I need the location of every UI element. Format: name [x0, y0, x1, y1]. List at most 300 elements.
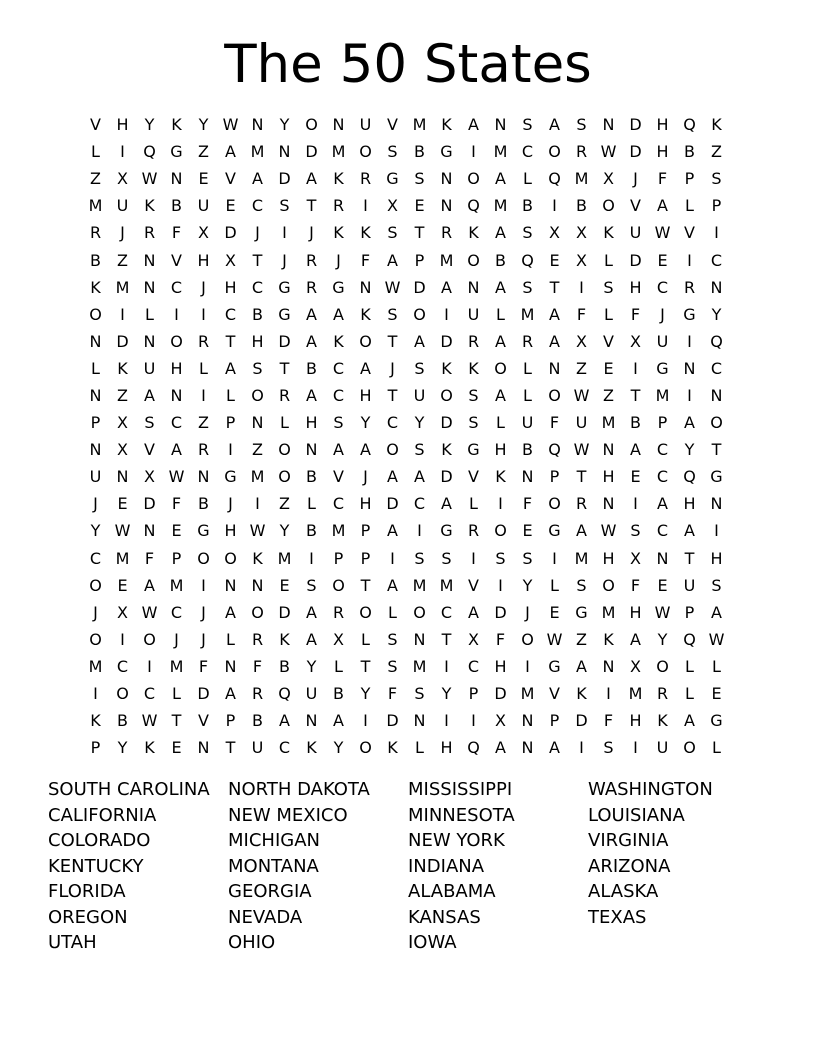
grid-letter: X: [576, 250, 587, 270]
grid-letter: J: [174, 629, 179, 649]
grid-letter: P: [360, 548, 371, 568]
grid-letter: L: [496, 304, 505, 324]
grid-letter: J: [525, 602, 530, 622]
grid-letter: H: [197, 250, 210, 270]
grid-letter: A: [306, 169, 317, 189]
grid-letter: X: [225, 250, 236, 270]
word-list-item: SOUTH CAROLINA: [48, 779, 210, 800]
grid-letter: G: [548, 521, 561, 541]
grid-letter: O: [548, 142, 561, 162]
grid-letter: F: [630, 575, 641, 595]
grid-letter: U: [359, 115, 372, 135]
grid-letter: Y: [144, 115, 155, 135]
grid-letter: A: [495, 277, 506, 297]
grid-letter: Y: [414, 413, 425, 433]
grid-letter: M: [601, 413, 616, 433]
grid-letter: V: [630, 196, 641, 216]
grid-letter: N: [251, 115, 264, 135]
grid-letter: V: [387, 115, 398, 135]
word-list-item: MICHIGAN: [228, 830, 320, 851]
grid-letter: B: [522, 196, 533, 216]
word-list-item: KANSAS: [408, 906, 481, 928]
grid-letter: B: [252, 711, 263, 731]
grid-letter: S: [387, 304, 398, 324]
grid-letter: T: [630, 385, 641, 405]
grid-letter: I: [363, 711, 368, 731]
grid-letter: N: [224, 656, 237, 676]
grid-letter: O: [89, 575, 102, 595]
grid-letter: C: [143, 684, 156, 704]
grid-letter: O: [467, 250, 480, 270]
grid-letter: N: [494, 115, 507, 135]
grid-letter: P: [657, 413, 668, 433]
grid-letter: A: [387, 467, 398, 487]
grid-letter: I: [471, 142, 476, 162]
grid-letter: V: [171, 250, 182, 270]
grid-letter: T: [711, 440, 722, 460]
grid-letter: K: [279, 629, 290, 649]
grid-letter: Z: [576, 358, 587, 378]
grid-letter: M: [250, 142, 265, 162]
grid-letter: T: [252, 250, 263, 270]
grid-letter: S: [387, 223, 398, 243]
grid-letter: A: [495, 738, 506, 758]
grid-letter: F: [171, 494, 182, 514]
grid-letter: M: [493, 142, 508, 162]
grid-letter: C: [170, 413, 183, 433]
grid-letter: B: [414, 142, 425, 162]
grid-letter: N: [143, 277, 156, 297]
grid-letter: B: [198, 494, 209, 514]
grid-letter: K: [441, 358, 452, 378]
grid-letter: X: [117, 413, 128, 433]
grid-letter: I: [552, 196, 557, 216]
grid-letter: N: [521, 738, 534, 758]
grid-letter: P: [225, 413, 236, 433]
grid-letter: A: [360, 358, 371, 378]
grid-letter: L: [604, 304, 613, 324]
grid-letter: D: [386, 494, 399, 514]
grid-letter: Q: [467, 196, 480, 216]
grid-letter: W: [600, 142, 617, 162]
grid-letter: O: [602, 575, 615, 595]
grid-letter: D: [413, 277, 426, 297]
grid-letter: F: [144, 548, 155, 568]
grid-letter: A: [549, 738, 560, 758]
grid-letter: S: [711, 169, 722, 189]
grid-letter: K: [603, 223, 614, 243]
grid-letter: V: [90, 115, 101, 135]
grid-row: [82, 111, 730, 138]
grid-letter: A: [549, 115, 560, 135]
grid-letter: R: [278, 385, 291, 405]
grid-letter: C: [386, 413, 399, 433]
grid-letter: V: [225, 169, 236, 189]
grid-letter: S: [414, 684, 425, 704]
grid-letter: D: [629, 142, 642, 162]
grid-letter: Y: [333, 738, 344, 758]
grid-letter: F: [522, 494, 533, 514]
grid-letter: C: [656, 521, 669, 541]
grid-letter: L: [280, 413, 289, 433]
grid-letter: N: [440, 196, 453, 216]
grid-letter: C: [656, 467, 669, 487]
grid-letter: O: [278, 467, 291, 487]
grid-row: [82, 165, 730, 192]
grid-letter: A: [306, 304, 317, 324]
grid-letter: D: [440, 467, 453, 487]
grid-letter: N: [143, 331, 156, 351]
grid-letter: I: [201, 385, 206, 405]
grid-letter: P: [468, 684, 479, 704]
grid-letter: A: [414, 331, 425, 351]
grid-letter: V: [603, 331, 614, 351]
grid-letter: C: [224, 304, 237, 324]
grid-letter: Y: [90, 521, 101, 541]
grid-letter: K: [333, 169, 344, 189]
grid-letter: K: [468, 223, 479, 243]
grid-letter: S: [306, 575, 317, 595]
grid-letter: B: [306, 467, 317, 487]
grid-letter: F: [576, 304, 587, 324]
grid-letter: X: [603, 169, 614, 189]
grid-row: [82, 409, 730, 436]
grid-letter: F: [630, 304, 641, 324]
grid-letter: R: [440, 223, 453, 243]
grid-letter: W: [384, 277, 401, 297]
grid-letter: W: [573, 440, 590, 460]
grid-letter: C: [656, 440, 669, 460]
word-list-item: ALABAMA: [408, 881, 496, 902]
grid-letter: G: [197, 521, 210, 541]
grid-letter: W: [708, 629, 725, 649]
grid-letter: I: [228, 440, 233, 460]
grid-letter: O: [305, 115, 318, 135]
grid-letter: I: [120, 142, 125, 162]
grid-letter: N: [602, 656, 615, 676]
grid-letter: Y: [306, 656, 317, 676]
grid-letter: G: [710, 711, 723, 731]
grid-letter: S: [252, 358, 263, 378]
grid-row: [82, 192, 730, 219]
grid-letter: V: [333, 467, 344, 487]
grid-letter: X: [549, 223, 560, 243]
grid-letter: L: [685, 196, 694, 216]
grid-letter: K: [306, 738, 317, 758]
grid-letter: J: [120, 223, 125, 243]
grid-letter: A: [225, 358, 236, 378]
grid-letter: S: [387, 656, 398, 676]
grid-letter: P: [171, 548, 182, 568]
grid-letter: S: [414, 548, 425, 568]
grid-letter: O: [683, 738, 696, 758]
grid-letter: T: [225, 331, 236, 351]
grid-letter: V: [684, 223, 695, 243]
grid-letter: W: [600, 521, 617, 541]
grid-letter: Y: [360, 684, 371, 704]
word-list-item: WASHINGTON: [588, 779, 713, 800]
grid-letter: Y: [711, 304, 722, 324]
grid-letter: C: [89, 548, 102, 568]
letter-grid: [82, 111, 730, 761]
grid-letter: M: [574, 548, 589, 568]
grid-letter: G: [278, 277, 291, 297]
grid-letter: O: [386, 440, 399, 460]
grid-letter: V: [549, 684, 560, 704]
grid-row: [82, 734, 730, 761]
grid-letter: I: [471, 548, 476, 568]
grid-letter: M: [412, 575, 427, 595]
grid-letter: R: [197, 440, 210, 460]
grid-letter: I: [606, 684, 611, 704]
grid-letter: I: [417, 521, 422, 541]
page-title: The 50 States: [224, 34, 592, 95]
grid-letter: J: [228, 494, 233, 514]
grid-letter: D: [197, 684, 210, 704]
grid-letter: K: [468, 358, 479, 378]
word-list-item: CALIFORNIA: [48, 804, 157, 826]
grid-letter: L: [712, 656, 721, 676]
grid-letter: N: [602, 494, 615, 514]
grid-letter: C: [251, 277, 264, 297]
grid-letter: C: [413, 494, 426, 514]
grid-letter: D: [440, 413, 453, 433]
grid-letter: A: [657, 494, 668, 514]
grid-letter: Q: [683, 467, 696, 487]
grid-letter: G: [656, 358, 669, 378]
grid-letter: R: [467, 521, 480, 541]
grid-letter: O: [332, 575, 345, 595]
grid-row: [82, 328, 730, 355]
grid-letter: M: [520, 684, 535, 704]
grid-letter: Q: [521, 250, 534, 270]
grid-letter: J: [363, 467, 368, 487]
grid-letter: I: [525, 656, 530, 676]
grid-letter: J: [93, 602, 98, 622]
grid-letter: R: [575, 494, 588, 514]
grid-letter: Y: [657, 629, 668, 649]
grid-letter: T: [279, 358, 290, 378]
grid-letter: J: [336, 250, 341, 270]
grid-letter: F: [198, 656, 209, 676]
grid-letter: L: [523, 358, 532, 378]
grid-letter: E: [171, 521, 182, 541]
grid-letter: C: [170, 602, 183, 622]
grid-letter: O: [251, 385, 264, 405]
grid-letter: B: [495, 250, 506, 270]
grid-letter: B: [171, 196, 182, 216]
grid-letter: W: [141, 169, 158, 189]
grid-letter: R: [467, 331, 480, 351]
grid-letter: L: [523, 169, 532, 189]
grid-letter: O: [494, 358, 507, 378]
grid-row: [82, 490, 730, 517]
grid-letter: I: [444, 656, 449, 676]
grid-letter: H: [359, 494, 372, 514]
grid-letter: S: [522, 115, 533, 135]
grid-letter: J: [93, 494, 98, 514]
grid-letter: L: [388, 602, 397, 622]
grid-letter: R: [251, 684, 264, 704]
grid-letter: S: [522, 223, 533, 243]
grid-letter: E: [549, 250, 560, 270]
grid-letter: R: [521, 331, 534, 351]
grid-letter: G: [467, 440, 480, 460]
grid-letter: X: [333, 629, 344, 649]
grid-letter: X: [495, 711, 506, 731]
grid-letter: K: [144, 738, 155, 758]
grid-letter: A: [333, 304, 344, 324]
grid-letter: T: [225, 738, 236, 758]
grid-letter: O: [359, 602, 372, 622]
grid-letter: Q: [467, 738, 480, 758]
grid-letter: U: [656, 738, 669, 758]
grid-letter: S: [468, 413, 479, 433]
grid-letter: Y: [117, 738, 128, 758]
grid-letter: D: [224, 223, 237, 243]
grid-letter: Y: [279, 115, 290, 135]
word-list-item: COLORADO: [48, 830, 151, 851]
grid-letter: D: [629, 250, 642, 270]
word-list-item: UTAH: [48, 932, 97, 953]
grid-letter: J: [201, 602, 206, 622]
grid-letter: A: [225, 602, 236, 622]
word-list-item: IOWA: [408, 932, 457, 953]
word-list-item: VIRGINIA: [588, 830, 669, 851]
grid-letter: I: [687, 250, 692, 270]
grid-letter: C: [656, 277, 669, 297]
word-list-item: MINNESOTA: [408, 804, 515, 826]
grid-letter: V: [468, 467, 479, 487]
grid-letter: F: [252, 656, 263, 676]
grid-letter: P: [549, 711, 560, 731]
grid-letter: J: [201, 629, 206, 649]
grid-letter: S: [576, 115, 587, 135]
grid-letter: G: [548, 656, 561, 676]
grid-letter: N: [197, 467, 210, 487]
grid-letter: H: [629, 711, 642, 731]
grid-row: [82, 138, 730, 165]
grid-letter: N: [467, 277, 480, 297]
grid-letter: P: [549, 467, 560, 487]
grid-letter: A: [306, 602, 317, 622]
grid-letter: Z: [198, 142, 209, 162]
grid-letter: H: [494, 656, 507, 676]
grid-letter: K: [90, 277, 101, 297]
grid-letter: H: [629, 277, 642, 297]
grid-letter: S: [333, 413, 344, 433]
grid-letter: C: [170, 277, 183, 297]
grid-letter: K: [360, 223, 371, 243]
grid-letter: K: [603, 629, 614, 649]
grid-letter: A: [279, 711, 290, 731]
grid-letter: X: [576, 223, 587, 243]
grid-letter: K: [441, 440, 452, 460]
grid-letter: I: [174, 304, 179, 324]
grid-letter: N: [251, 413, 264, 433]
grid-letter: P: [684, 602, 695, 622]
grid-letter: Z: [117, 385, 128, 405]
grid-letter: R: [359, 169, 372, 189]
word-list-item: KENTUCKY: [48, 855, 144, 877]
grid-letter: A: [225, 684, 236, 704]
grid-letter: N: [359, 277, 372, 297]
grid-letter: I: [633, 494, 638, 514]
grid-letter: J: [660, 304, 665, 324]
grid-letter: E: [117, 575, 128, 595]
grid-letter: L: [91, 358, 100, 378]
word-list-item: NEW MEXICO: [228, 804, 348, 826]
grid-letter: L: [415, 738, 424, 758]
grid-letter: N: [656, 548, 669, 568]
grid-letter: O: [224, 548, 237, 568]
grid-letter: T: [549, 277, 560, 297]
grid-letter: X: [630, 331, 641, 351]
grid-letter: R: [89, 223, 102, 243]
grid-letter: N: [521, 711, 534, 731]
grid-letter: I: [120, 304, 125, 324]
grid-letter: A: [549, 331, 560, 351]
grid-letter: N: [602, 440, 615, 460]
grid-letter: N: [710, 494, 723, 514]
grid-letter: B: [306, 358, 317, 378]
grid-letter: A: [549, 304, 560, 324]
grid-letter: K: [657, 711, 668, 731]
grid-letter: M: [439, 250, 454, 270]
grid-letter: M: [574, 169, 589, 189]
grid-letter: A: [225, 142, 236, 162]
word-list-item: ALASKA: [588, 881, 659, 902]
grid-letter: E: [711, 684, 722, 704]
grid-letter: U: [251, 738, 264, 758]
grid-row: [82, 355, 730, 382]
grid-row: [82, 599, 730, 626]
grid-letter: Z: [711, 142, 722, 162]
grid-letter: Z: [603, 385, 614, 405]
grid-letter: G: [386, 169, 399, 189]
grid-letter: E: [657, 250, 668, 270]
grid-letter: H: [170, 358, 183, 378]
grid-letter: N: [548, 358, 561, 378]
grid-letter: Q: [548, 169, 561, 189]
grid-letter: O: [89, 304, 102, 324]
grid-letter: M: [439, 575, 454, 595]
grid-letter: W: [654, 602, 671, 622]
grid-letter: W: [573, 385, 590, 405]
grid-row: [82, 707, 730, 734]
grid-letter: K: [360, 304, 371, 324]
grid-letter: A: [306, 629, 317, 649]
grid-letter: Y: [279, 521, 290, 541]
grid-letter: I: [579, 738, 584, 758]
word-list-item: INDIANA: [408, 855, 485, 877]
grid-letter: O: [548, 494, 561, 514]
grid-letter: U: [683, 575, 696, 595]
grid-letter: S: [387, 142, 398, 162]
grid-letter: L: [91, 142, 100, 162]
grid-letter: D: [278, 331, 291, 351]
grid-letter: I: [498, 494, 503, 514]
grid-letter: Z: [198, 413, 209, 433]
grid-letter: Z: [252, 440, 263, 460]
grid-letter: A: [684, 521, 695, 541]
grid-letter: U: [629, 223, 642, 243]
grid-letter: X: [117, 169, 128, 189]
grid-letter: D: [278, 602, 291, 622]
grid-letter: L: [496, 413, 505, 433]
grid-letter: K: [495, 467, 506, 487]
grid-letter: A: [387, 575, 398, 595]
